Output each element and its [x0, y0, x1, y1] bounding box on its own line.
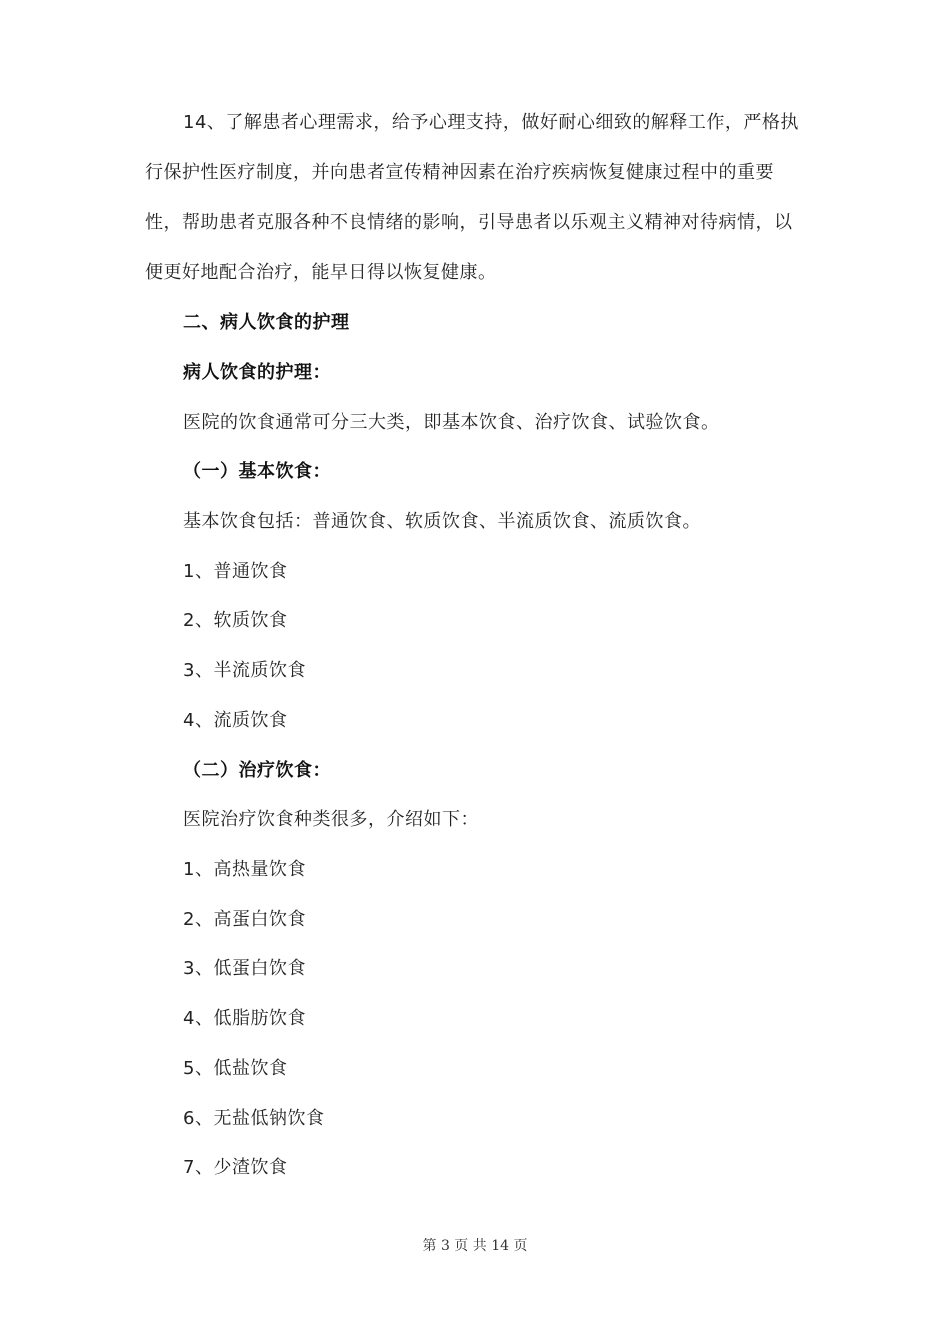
list-item: 4、流质饮食: [183, 710, 288, 731]
list-item: 1、高热量饮食: [183, 859, 306, 880]
page-footer: 第 3 页 共 14 页: [422, 1238, 528, 1254]
list-item: 5、低盐饮食: [183, 1058, 288, 1079]
list-item: 1、普通饮食: [183, 561, 288, 582]
therapeutic-diet-heading: （二）治疗饮食：: [183, 760, 331, 781]
diet-intro-text: 医院的饮食通常可分三大类，即基本饮食、治疗饮食、试验饮食。: [183, 412, 720, 433]
section-heading-diet-care: 二、病人饮食的护理: [183, 312, 350, 333]
therapeutic-diet-intro: 医院治疗饮食种类很多，介绍如下：: [183, 809, 479, 830]
subheading-diet-care: 病人饮食的护理：: [183, 362, 331, 383]
list-item: 6、无盐低钠饮食: [183, 1108, 325, 1129]
list-item: 3、半流质饮食: [183, 660, 306, 681]
basic-diet-heading: （一）基本饮食：: [183, 461, 331, 482]
list-item: 7、少渣饮食: [183, 1157, 288, 1178]
list-item: 4、低脂肪饮食: [183, 1008, 306, 1029]
basic-diet-intro: 基本饮食包括：普通饮食、软质饮食、半流质饮食、流质饮食。: [183, 511, 701, 532]
paragraph-14: 14、了解患者心理需求，给予心理支持，做好耐心细致的解释工作，严格执行保护性医疗制度，并向患者宣传精神因素在治疗疾病恢复健康过程中的重要性，帮助患者克服各种不良情绪的影响，引导患者以乐观主义精神对待病情，以便更好地配合治疗，能早日得以恢复健康。: [145, 112, 799, 283]
list-item: 3、低蛋白饮食: [183, 958, 306, 979]
list-item: 2、高蛋白饮食: [183, 909, 306, 930]
list-item: 2、软质饮食: [183, 610, 288, 631]
